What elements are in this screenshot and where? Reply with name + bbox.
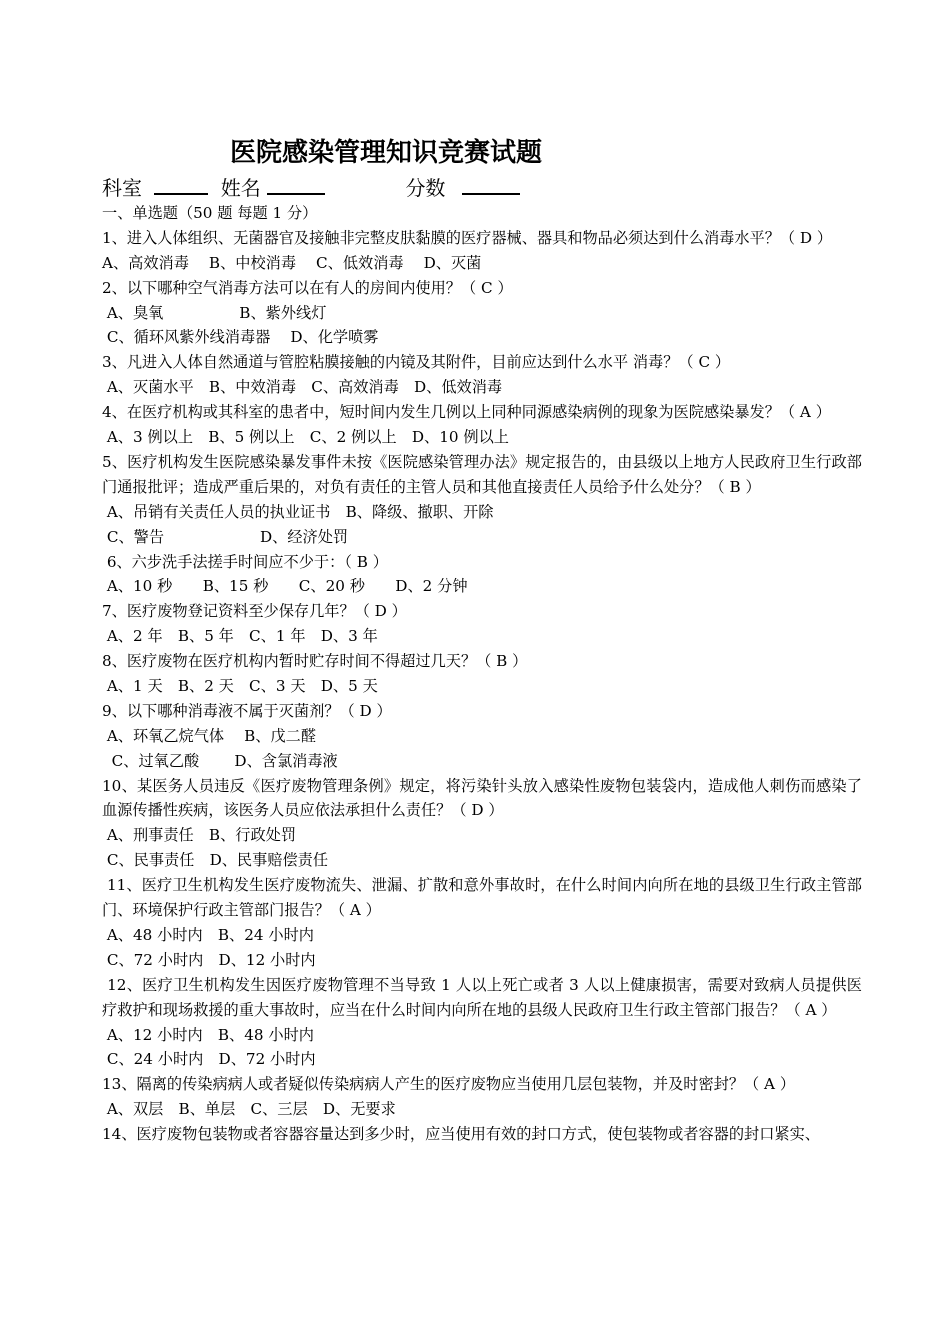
- question-text: 10、某医务人员违反《医疗废物管理条例》规定，将污染针头放入感染性废物包装袋内，造成他人刺伤而感染了血源传播性疾病，该医务人员应依法承担什么责任？（ D ）: [102, 776, 862, 820]
- question-text: 7、医疗废物登记资料至少保存几年？（ D ）: [102, 602, 407, 621]
- answer-options: C、警告 D、经济处罚: [102, 527, 349, 546]
- question-text: 11、医疗卫生机构发生医疗废物流失、泄漏、扩散和意外事故时，在什么时间内向所在地的县级卫生行政主管部门、环境保护行政主管部门报告？（ A ）: [102, 876, 862, 920]
- question-text: 3、凡进入人体自然通道与管腔粘膜接触的内镜及其附件，目前应达到什么水平 消毒？（ C ）: [102, 353, 731, 372]
- answer-options: A、环氧乙烷气体 B、戊二醛: [102, 726, 317, 745]
- answer-options: C、72 小时内 D、12 小时内: [102, 950, 316, 969]
- exam-header: [102, 172, 520, 201]
- dept-field[interactable]: [154, 175, 208, 195]
- question-text: 4、在医疗机构或其科室的患者中，短时间内发生几例以上同种同源感染病例的现象为医院感染暴发？（ A ）: [102, 403, 831, 422]
- question-text: 9、以下哪种消毒液不属于灭菌剂？（ D ）: [102, 701, 392, 720]
- question-text: 6、六步洗手法搓手时间应不少于：（ B ）: [102, 552, 388, 571]
- question-lines: [102, 226, 862, 1147]
- question-text: 13、隔离的传染病病人或者疑似传染病病人产生的医疗废物应当使用几层包装物，并及时密封？（ A ）: [102, 1075, 796, 1094]
- question-text: 12、医疗卫生机构发生因医疗废物管理不当导致 1 人以上死亡或者 3 人以上健康损害，需要对致病人员提供医疗救护和现场救援的重大事故时，应当在什么时间内向所在地的县级人民政府卫生行政主管部门报告？（ A ）: [102, 975, 862, 1019]
- answer-options: A、吊销有关责任人员的执业证书 B、降级、撤职、开除: [102, 502, 494, 521]
- question-text: 2、以下哪种空气消毒方法可以在有人的房间内使用？（ C ）: [102, 278, 513, 297]
- score-field[interactable]: [462, 175, 520, 195]
- answer-options: A、12 小时内 B、48 小时内: [102, 1025, 314, 1044]
- score-label: 分数: [405, 176, 446, 200]
- question-text: 14、医疗废物包装物或者容器容量达到多少时，应当使用有效的封口方式，使包装物或者容器的封口紧实、: [102, 1125, 820, 1144]
- answer-options: C、过氧乙酸 D、含氯消毒液: [102, 751, 338, 770]
- section-heading: 一、单选题（50 题 每题 1 分）: [102, 204, 318, 222]
- answer-options: A、刑事责任 B、行政处罚: [102, 826, 297, 845]
- answer-options: A、灭菌水平 B、中效消毒 C、高效消毒 D、低效消毒: [102, 378, 503, 397]
- answer-options: A、2 年 B、5 年 C、1 年 D、3 年: [102, 627, 378, 646]
- question-text: 5、医疗机构发生医院感染暴发事件未按《医院感染管理办法》规定报告的，由县级以上地方人民政府卫生行政部门通报批评；造成严重后果的，对负有责任的主管人员和其他直接责任人员给予什么处分？（ B ）: [102, 452, 862, 496]
- answer-options: C、民事责任 D、民事赔偿责任: [102, 851, 329, 870]
- answer-options: A、高效消毒 B、中校消毒 C、低效消毒 D、灭菌: [102, 253, 482, 272]
- question-text: 8、医疗废物在医疗机构内暂时贮存时间不得超过几天？（ B ）: [102, 652, 528, 671]
- answer-options: A、48 小时内 B、24 小时内: [102, 925, 314, 944]
- name-field[interactable]: [267, 175, 325, 195]
- page-title: 医院感染管理知识竞赛试题: [230, 138, 543, 168]
- answer-options: A、双层 B、单层 C、三层 D、无要求: [102, 1100, 396, 1119]
- answer-options: A、1 天 B、2 天 C、3 天 D、5 天: [102, 676, 378, 695]
- dept-label: 科室: [102, 176, 142, 200]
- answer-options: A、10 秒 B、15 秒 C、20 秒 D、2 分钟: [102, 577, 468, 596]
- answer-options: C、24 小时内 D、72 小时内: [102, 1050, 316, 1069]
- name-label: 姓名: [220, 176, 261, 200]
- answer-options: A、3 例以上 B、5 例以上 C、2 例以上 D、10 例以上: [102, 428, 509, 447]
- answer-options: A、臭氧 B、紫外线灯: [102, 303, 327, 322]
- question-text: 1、进入人体组织、无菌器官及接触非完整皮肤黏膜的医疗器械、器具和物品必须达到什么消毒水平？（ D ）: [102, 228, 833, 247]
- question-list: [102, 201, 862, 1147]
- answer-options: C、循环风紫外线消毒器 D、化学喷雾: [102, 328, 379, 347]
